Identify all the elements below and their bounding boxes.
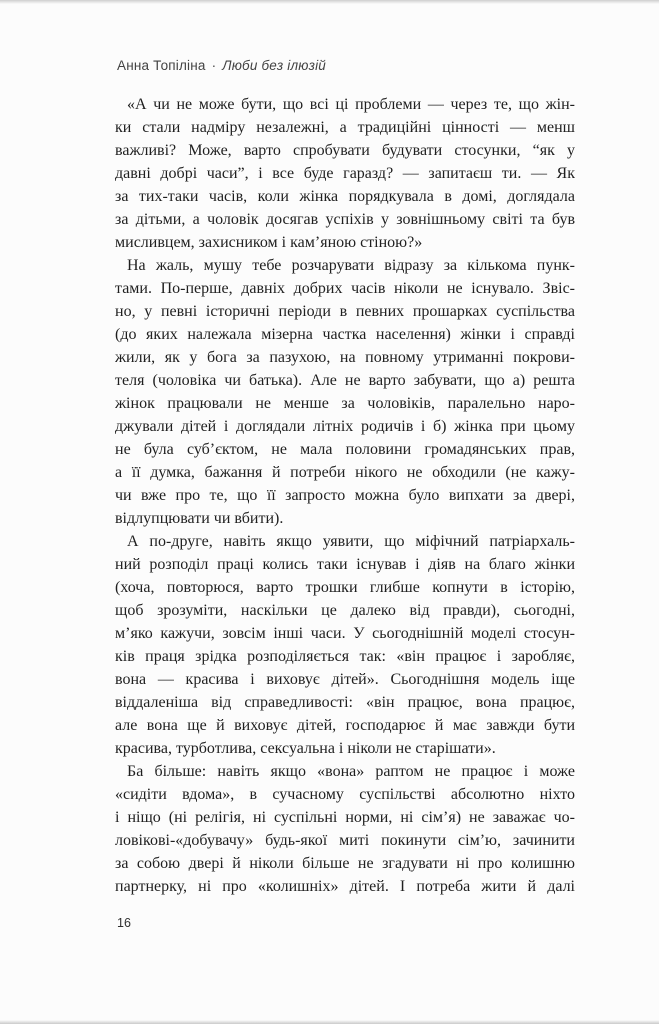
text-line: А по-друге, навіть якщо уявити, що міфічний патріархаль- <box>127 533 575 550</box>
text-line: м’яко кажучи, зовсім інші часи. У сьогоднішній моделі стосун- <box>115 625 575 642</box>
text-line: (до яких належала мізерна частка населення) жінки і справді <box>115 326 575 343</box>
paragraph <box>115 530 575 760</box>
text-line: «А чи не може бути, що всі ці проблеми — через те, що жін- <box>127 96 575 113</box>
text-line: за дітьми, а чоловік досягав успіхів у зовнішньому світі та був <box>115 211 575 228</box>
page-number: 16 <box>117 916 131 930</box>
text-line: а її думка, бажання й потреби нікого не обходили (не кажу- <box>115 464 575 481</box>
paragraph <box>115 93 575 254</box>
text-line: і ніщо (ні релігія, ні суспільні норми, ні сім’я) не заважає чо- <box>115 809 575 826</box>
text-line: важливі? Може, варто спробувати будувати стосунки, “як у <box>115 142 575 159</box>
text-line: але вона ще й виховує дітей, господарює й має завжди бути <box>115 717 575 734</box>
text-line: ловікові-«добувачу» будь-якої миті покинути сім’ю, зачинити <box>115 832 575 849</box>
text-line: жили, як у бога за пазухою, на повному утриманні покрови- <box>115 349 575 366</box>
text-line: «сидіти вдома», в сучасному суспільстві абсолютно ніхто <box>115 786 575 803</box>
text-line: не була суб’єктом, не мала половини громадянських прав, <box>115 441 575 458</box>
text-line: мисливцем, захисником і кам’яною стіною?» <box>115 234 423 251</box>
text-line: ки стали надміру незалежні, а традиційні цінності — менш <box>115 119 575 136</box>
paragraph <box>115 760 575 898</box>
page-top-edge-shadow <box>0 0 659 4</box>
text-line: за тих-таки часів, коли жінка порядкувала в домі, доглядала <box>115 188 575 205</box>
page-bottom-edge-shadow <box>0 1020 659 1024</box>
author-name: Анна Топіліна <box>117 58 206 73</box>
running-header <box>117 57 326 74</box>
text-line: но, у певні історичні періоди в певних прошарках суспільства <box>115 303 575 320</box>
body-text-block <box>115 93 575 898</box>
book-title: Люби без ілюзій <box>222 58 327 73</box>
text-line: теля (чоловіка чи батька). Але не варто забувати, що а) решта <box>115 372 575 389</box>
text-line: партнерку, ні про «колишніх» дітей. І потреба жити й далі <box>115 878 575 895</box>
paragraph <box>115 254 575 530</box>
text-line: чи вже про те, що її запросто можна було випхати за двері, <box>115 487 575 504</box>
text-line: ний розподіл праці колись таки існував і діяв на благо жінки <box>115 556 575 573</box>
header-separator: · <box>211 58 217 73</box>
text-line: джували дітей і доглядали літніх родичів і б) жінка при цьому <box>115 418 575 435</box>
text-line: жінок працювали не менше за чоловіків, паралельно наро- <box>115 395 575 412</box>
text-line: за собою двері й ніколи більше не згадувати ні про колишню <box>115 855 575 872</box>
text-line: відлупцювати чи вбити). <box>115 510 284 527</box>
text-line: віддаленіша від справедливості: «він працює, вона працює, <box>115 694 575 711</box>
text-line: Ба більше: навіть якщо «вона» раптом не працює і може <box>127 763 575 780</box>
text-line: ків праця зрідка розподіляється так: «він працює і заробляє, <box>115 648 575 665</box>
text-line: На жаль, мушу тебе розчарувати відразу за кількома пунк- <box>127 257 575 274</box>
text-line: красива, турботлива, сексуальна і ніколи не старішати». <box>115 740 496 757</box>
text-line: давні добрі часи”, і все буде гаразд? — запитаєш ти. — Як <box>115 165 575 182</box>
text-line: щоб зрозуміти, наскільки це далеко від правди), сьогодні, <box>115 602 575 619</box>
text-line: тами. По-перше, давніх добрих часів ніколи не існувало. Звіс- <box>115 280 575 297</box>
text-line: (хоча, повторюся, варто трошки глибше копнути в історію, <box>115 579 575 596</box>
text-line: вона — красива і виховує дітей». Сьогоднішня модель іще <box>115 671 575 688</box>
